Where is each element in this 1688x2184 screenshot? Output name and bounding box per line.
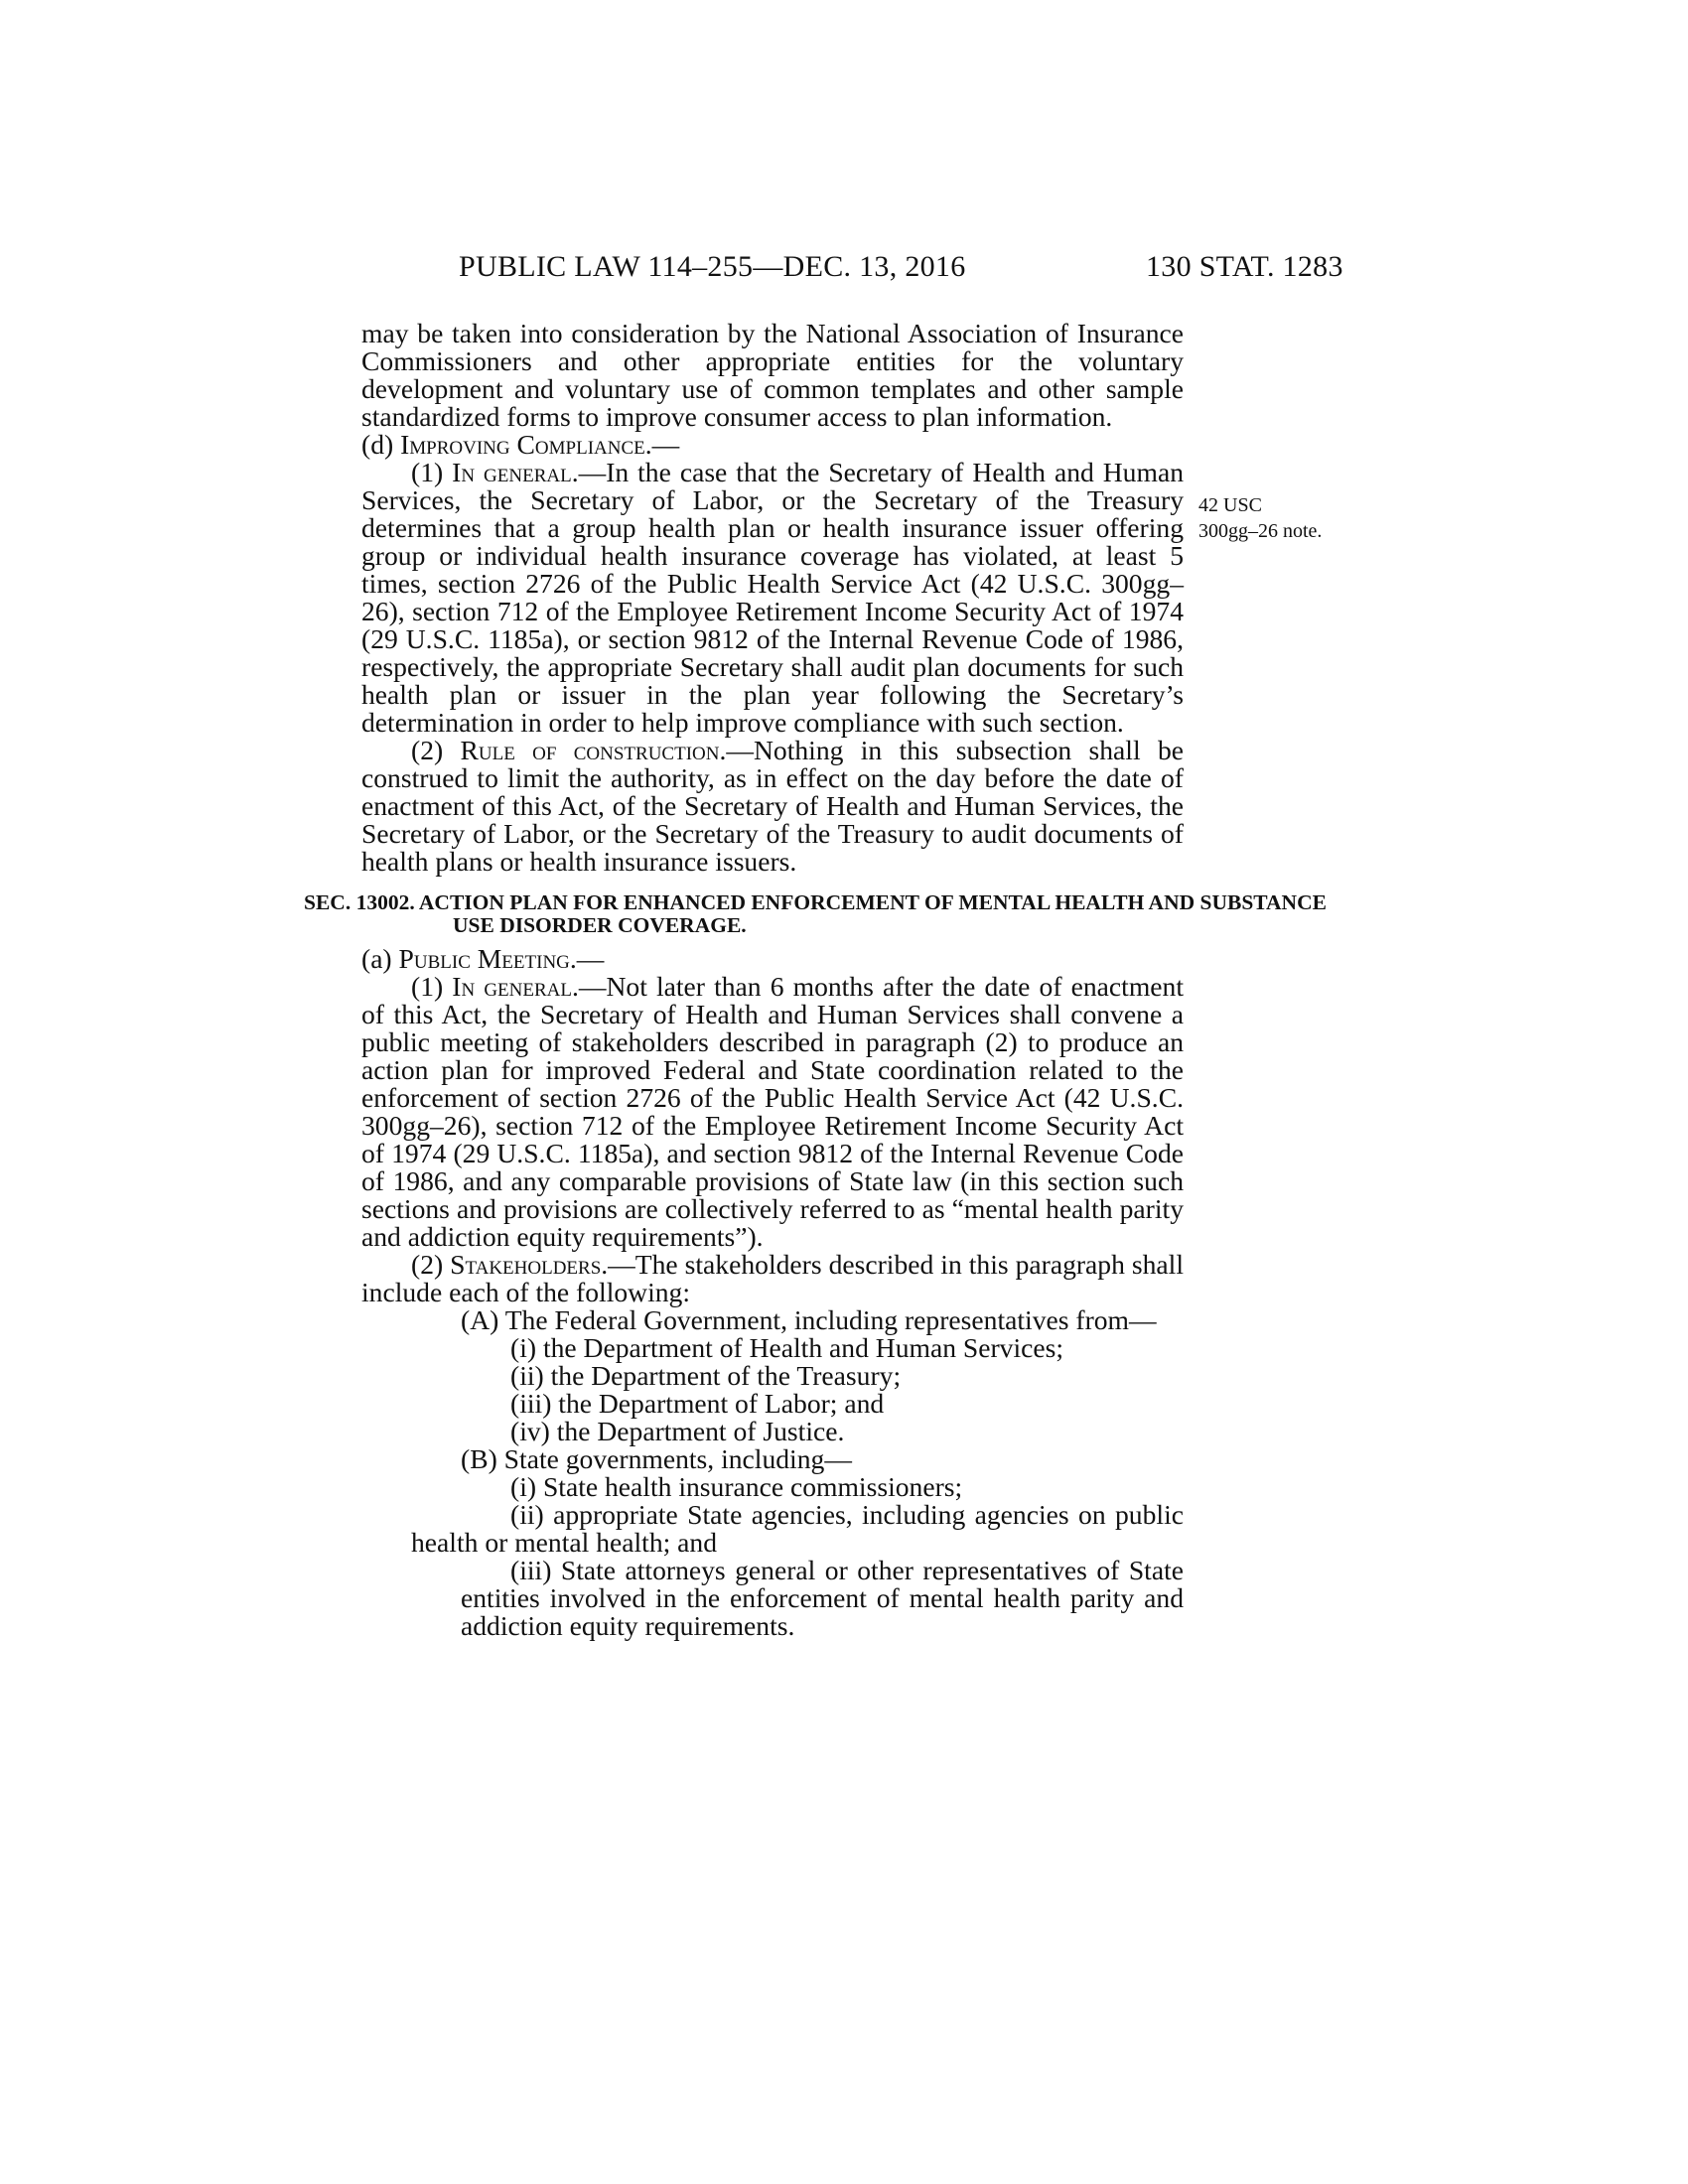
paragraph-a1-text: —Not later than 6 months after the date of enactment of this Act, the Secretary of Health and Human Services shall convene a public meeting of stakeholders described in paragraph (2) to produce an action plan for improved Federal and State coordination related to the enforcement of section 2726 of the Public Health Service Act (42 U.S.C. 300gg–26), section 712 of the Employee Retirement Income Security Act of 1974 (29 U.S.C. 1185a), and section 9812 of the Internal Revenue Code of 1986, and any comparable provisions of State law (in this section such sections and provisions are collectively referred to as “mental health parity and addiction equity requirements”). xyxy=(361,971,1184,1252)
paragraph-a1-heading: In general. xyxy=(452,971,579,1002)
subparagraph-B: (B) State governments, including— xyxy=(461,1443,852,1474)
clause-A-ii: (ii) the Department of the Treasury; xyxy=(510,1360,902,1391)
subsection-a-title: Public Meeting.— xyxy=(398,943,605,974)
subsection-d-title: Improving Compliance.— xyxy=(400,429,680,460)
subsection-a-heading xyxy=(361,945,1184,973)
paragraph-d1-heading: In general. xyxy=(452,457,579,487)
subsection-a-number: (a) xyxy=(361,943,399,974)
section-heading: SEC. 13002. ACTION PLAN FOR ENHANCED ENFORCEMENT OF MENTAL HEALTH AND SUBSTANCE USE DISORDER COVERAGE. xyxy=(304,890,1327,937)
subparagraph-A: (A) The Federal Government, including representatives from— xyxy=(461,1304,1157,1335)
paragraph-a2-number: (2) xyxy=(411,1249,451,1280)
margin-note-line-1: 42 USC xyxy=(1198,494,1262,516)
paragraph-d2-number: (2) xyxy=(411,735,461,765)
paragraph-d1-text: —In the case that the Secretary of Health and Human Services, the Secretary of Labor, or the Secretary of the Treasury determines that a group health plan or health insurance issuer offering group or individual health insurance coverage has violated, at least 5 times, section 2726 of the Public Health Service Act (42 U.S.C. 300gg–26), section 712 of the Employee Retirement Income Security Act of 1974 (29 U.S.C. 1185a), or section 9812 of the Internal Revenue Code of 1986, respectively, the appropriate Secretary shall audit plan documents for such health plan or issuer in the plan year following the Secretary’s determination in order to help improve compliance with such section. xyxy=(361,457,1184,738)
margin-note-line-2: 300gg–26 note. xyxy=(1198,520,1323,542)
clause-A-iv: (iv) the Department of Justice. xyxy=(510,1416,845,1446)
paragraph-d2-heading: Rule of construction. xyxy=(460,735,727,765)
clause-B-i: (i) State health insurance commissioners; xyxy=(510,1471,963,1502)
margin-citation-note xyxy=(1198,492,1322,544)
clause-A-iii: (iii) the Department of Labor; and xyxy=(510,1388,885,1419)
paragraph-a2-text: —The stakeholders described in this paragraph shall include each of the following: xyxy=(361,1249,1185,1307)
paragraph-continuation: may be taken into consideration by the National Association of Insurance Commissioners and other appropriate entities for the voluntary development and voluntary use of common templates and other sample standardized forms to improve consumer access to plan information. xyxy=(361,318,1184,432)
paragraph-a2 xyxy=(361,1251,1184,1306)
paragraph-d1 xyxy=(361,459,1184,737)
running-header-title: PUBLIC LAW 114–255—DEC. 13, 2016 xyxy=(459,250,966,283)
running-header-page-number: 130 STAT. 1283 xyxy=(1146,250,1343,283)
clause-B-iii: (iii) State attorneys general or other representatives of State entities involved in the enforcement of mental health parity and addiction equity requirements. xyxy=(461,1555,1184,1641)
clause-B-ii: (ii) appropriate State agencies, including agencies on public health or mental health; and xyxy=(411,1499,1184,1558)
paragraph-d2 xyxy=(361,737,1184,876)
paragraph-a2-heading: Stakeholders. xyxy=(450,1249,609,1280)
paragraph-a1 xyxy=(361,973,1184,1251)
subsection-d-number: (d) xyxy=(361,429,401,460)
clause-A-i: (i) the Department of Health and Human Services; xyxy=(510,1332,1064,1363)
paragraph-a1-number: (1) xyxy=(411,971,453,1002)
subsection-d-heading xyxy=(361,431,1184,459)
paragraph-d2-text: —Nothing in this subsection shall be construed to limit the authority, as in effect on the day before the date of enactment of this Act, of the Secretary of Health and Human Services, the Secretary of Labor, or the Secretary of the Treasury to audit documents of health plans or health insurance issuers. xyxy=(361,735,1184,877)
paragraph-d1-number: (1) xyxy=(411,457,453,487)
